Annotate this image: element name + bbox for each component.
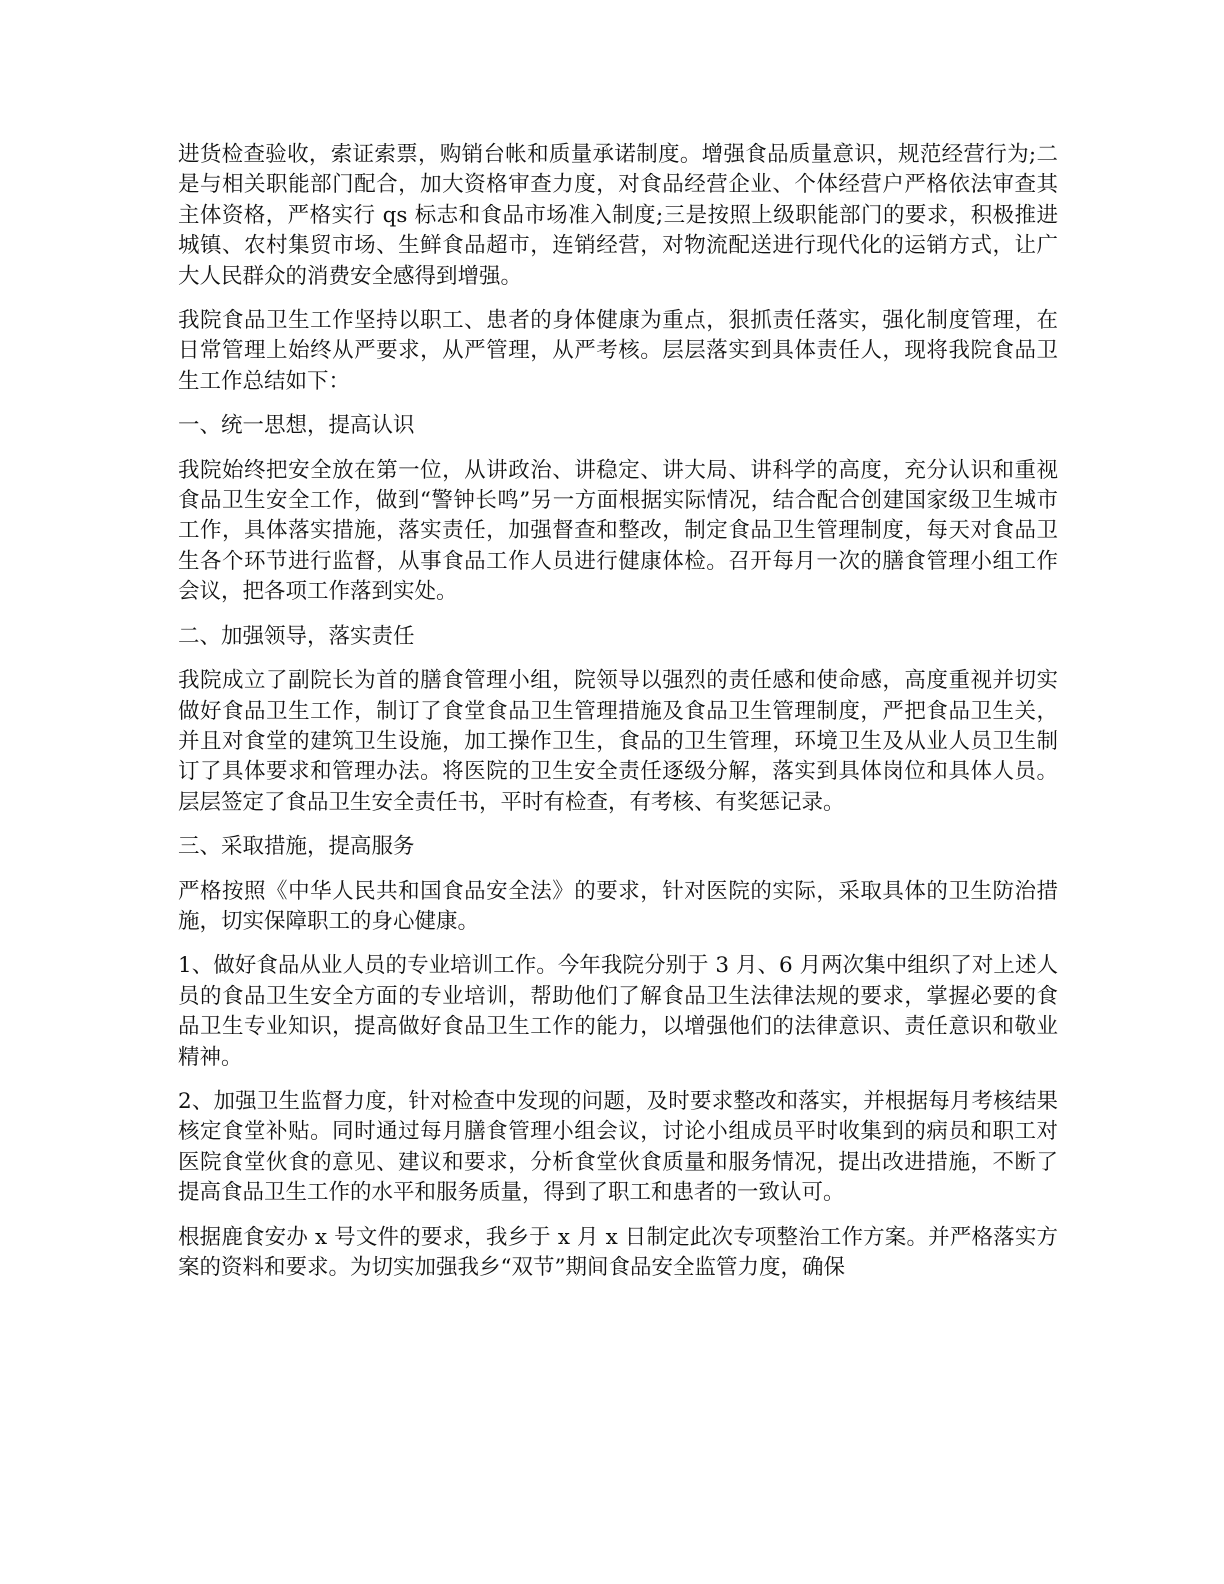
paragraph-item-2: 2、加强卫生监督力度，针对检查中发现的问题，及时要求整改和落实，并根据每月考核结果核定食堂补贴。同时通过每月膳食管理小组会议，讨论小组成员平时收集到的病员和职工对医院食堂伙食的意见、建议和要求，分析食堂伙食质量和服务情况，提出改进措施，不断了提高食品卫生工作的水平和服务质量，得到了职工和患者的一致认可。 <box>178 1088 1058 1206</box>
paragraph-closing: 根据鹿食安办 x 号文件的要求，我乡于 x 月 x 日制定此次专项整治工作方案。并严格落实方案的资料和要求。为切实加强我乡“双节”期间食品安全监管力度，确保 <box>178 1224 1058 1280</box>
paragraph-procurement: 进货检查验收，索证索票，购销台帐和质量承诺制度。增强食品质量意识，规范经营行为;二是与相关职能部门配合，加大资格审查力度，对食品经营企业、个体经营户严格依法审查其主体资格，严格实行 qs 标志和食品市场准入制度;三是按照上级职能部门的要求，积极推进城镇、农村集贸市场、生鲜食品超市，连销经营，对物流配送进行现代化的运销方式，让广大人民群众的消费安全感得到增强。 <box>178 142 1058 289</box>
section-heading-1: 一、统一思想，提高认识 <box>178 413 415 439</box>
paragraph-intro: 我院食品卫生工作坚持以职工、患者的身体健康为重点，狠抓责任落实，强化制度管理，在日常管理上始终从严要求，从严管理，从严考核。层层落实到具体责任人，现将我院食品卫生工作总结如下： <box>178 308 1058 394</box>
paragraph-section-1: 我院始终把安全放在第一位，从讲政治、讲稳定、讲大局、讲科学的高度，充分认识和重视食品卫生安全工作，做到“警钟长鸣”另一方面根据实际情况，结合配合创建国家级卫生城市工作，具体落实措施，落实责任，加强督查和整改，制定食品卫生管理制度，每天对食品卫生各个环节进行监督，从事食品工作人员进行健康体检。召开每月一次的膳食管理小组工作会议，把各项工作落到实处。 <box>178 457 1058 605</box>
paragraph-section-3: 严格按照《中华人民共和国食品安全法》的要求，针对医院的实际，采取具体的卫生防治措施，切实保障职工的身心健康。 <box>178 878 1058 934</box>
section-heading-2: 二、加强领导，落实责任 <box>178 623 415 649</box>
document-body <box>178 140 1058 1297</box>
section-heading-3: 三、采取措施，提高服务 <box>178 834 415 860</box>
paragraph-item-1: 1、做好食品从业人员的专业培训工作。今年我院分别于 3 月、6 月两次集中组织了对上述人员的食品卫生安全方面的专业培训，帮助他们了解食品卫生法律法规的要求，掌握必要的食品卫生专业知识，提高做好食品卫生工作的能力，以增强他们的法律意识、责任意识和敬业精神。 <box>178 953 1058 1070</box>
paragraph-section-2: 我院成立了副院长为首的膳食管理小组，院领导以强烈的责任感和使命感，高度重视并切实做好食品卫生工作，制订了食堂食品卫生管理措施及食品卫生管理制度，严把食品卫生关，并且对食堂的建筑卫生设施，加工操作卫生，食品的卫生管理，环境卫生及从业人员卫生制订了具体要求和管理办法。将医院的卫生安全责任逐级分解，落实到具体岗位和具体人员。层层签定了食品卫生安全责任书，平时有检查，有考核、有奖惩记录。 <box>178 668 1058 815</box>
